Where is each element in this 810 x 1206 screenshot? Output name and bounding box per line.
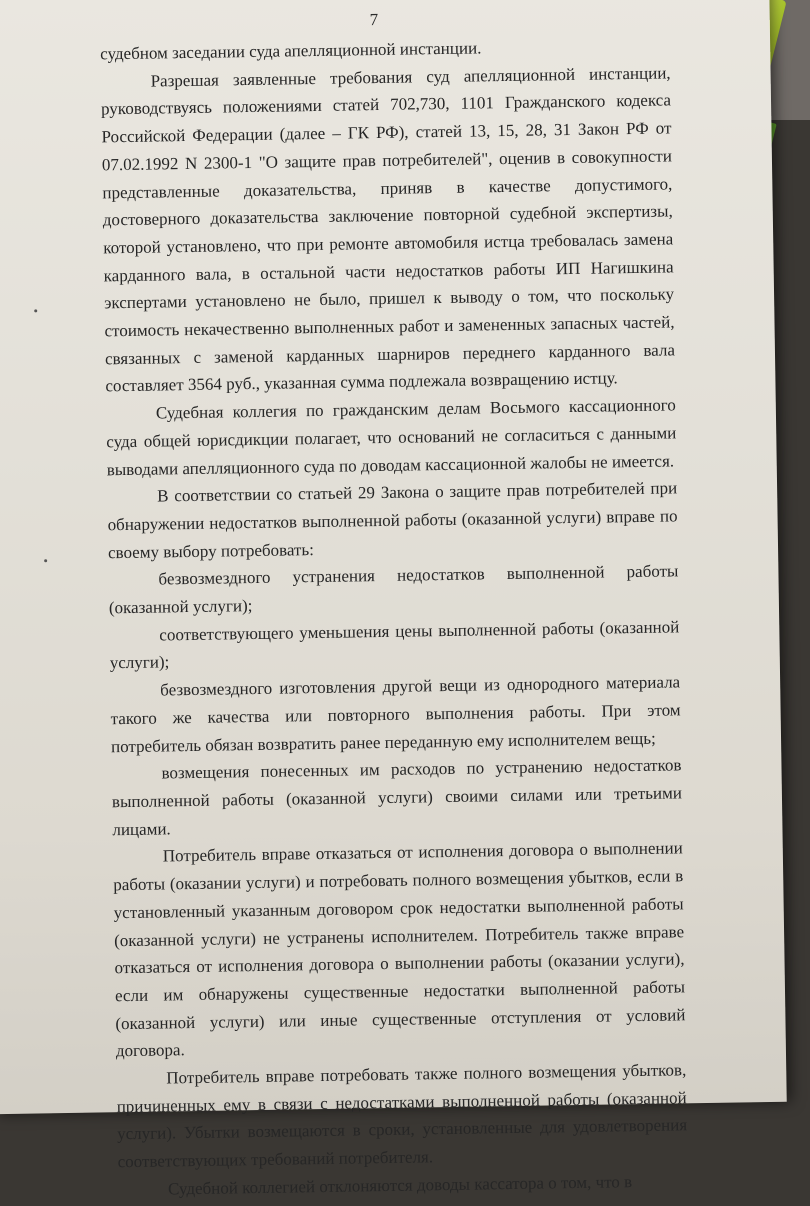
paragraph: судебном заседании суда апелляционной инстанции. — [100, 38, 482, 64]
paragraph: В соответствии со статьей 29 Закона о защите прав потребителей при обнаружении недостатков выполненной работы (оказанной услуги) вправе по своему выбору потребовать: — [107, 478, 678, 562]
paper-speck — [44, 559, 47, 562]
paragraph: Судебной коллегией отклоняются доводы кассатора о том, что в — [167, 1171, 633, 1199]
paper-speck — [34, 309, 37, 312]
document-body — [100, 31, 688, 1203]
paragraph: безвозмездного устранения недостатков выполненной работы (оказанной услуги); — [108, 561, 679, 618]
page-number: 7 — [369, 9, 379, 30]
paragraph: Разрешая заявленные требования суд апелляционной инстанции, руководствуясь положениями статей 702,730, 1101 Гражданского кодекса Российской Федерации (далее – ГК РФ), статей 13, 15, 28, 31 Закон РФ от 07.02.1992 N 2300-1 "О защите прав потребителей", оценив в совокупности представленные доказательства, приняв в качестве допустимого, достоверного доказательства заключение повторной судебной экспертизы, которой установлено, что при ремонте автомобиля истца требовалась замена карданного вала, в остальной части недостатков работы ИП Нагишкина экспертами установлено не было, пришел к выводу о том, что поскольку стоимость некачественно выполненных работ и замененных запасных частей, связанных с заменой карданных шарниров переднего карданного вала составляет 3564 руб., указанная сумма подлежала возвращению истцу. — [100, 63, 676, 396]
paragraph: возмещения понесенных им расходов по устранению недостатков выполненной работы (оказанной услуги) своими силами или третьими лицами. — [111, 755, 683, 839]
paragraph: соответствующего уменьшения цены выполненной работы (оказанной услуги); — [109, 617, 680, 673]
paragraph: Потребитель вправе отказаться от исполнения договора о выполнении работы (оказании услуги) и потребовать полного возмещения убытков, если в установленный указанным договором срок недостатки выполненной работы (оказанной услуги) не устранены исполнителем. Потребитель также вправе отказаться от исполнения договора о выполнении работы (оказании услуги), если им обнаружены существенные недостатки выполненной работы (оказанной услуги) или иные существенные отступления от условий договора. — [113, 838, 686, 1061]
paragraph: Потребитель вправе потребовать также полного возмещения убытков, причиненных ему в связи с недостатками выполненной работы (оказанной услуги). Убытки возмещаются в сроки, установленные для удовлетворения соответствующих требований потребителя. — [116, 1060, 688, 1172]
paragraph: Судебная коллегия по гражданским делам Восьмого кассационного суда общей юрисдикции полагает, что оснований не согласиться с данными выводами апелляционного суда по доводам кассационной жалобы не имеется. — [106, 395, 677, 479]
paragraph: безвозмездного изготовления другой вещи из однородного материала такого же качества или повторного выполнения работы. При этом потребитель обязан возвратить ранее переданную ему исполнителем вещь; — [110, 672, 681, 756]
